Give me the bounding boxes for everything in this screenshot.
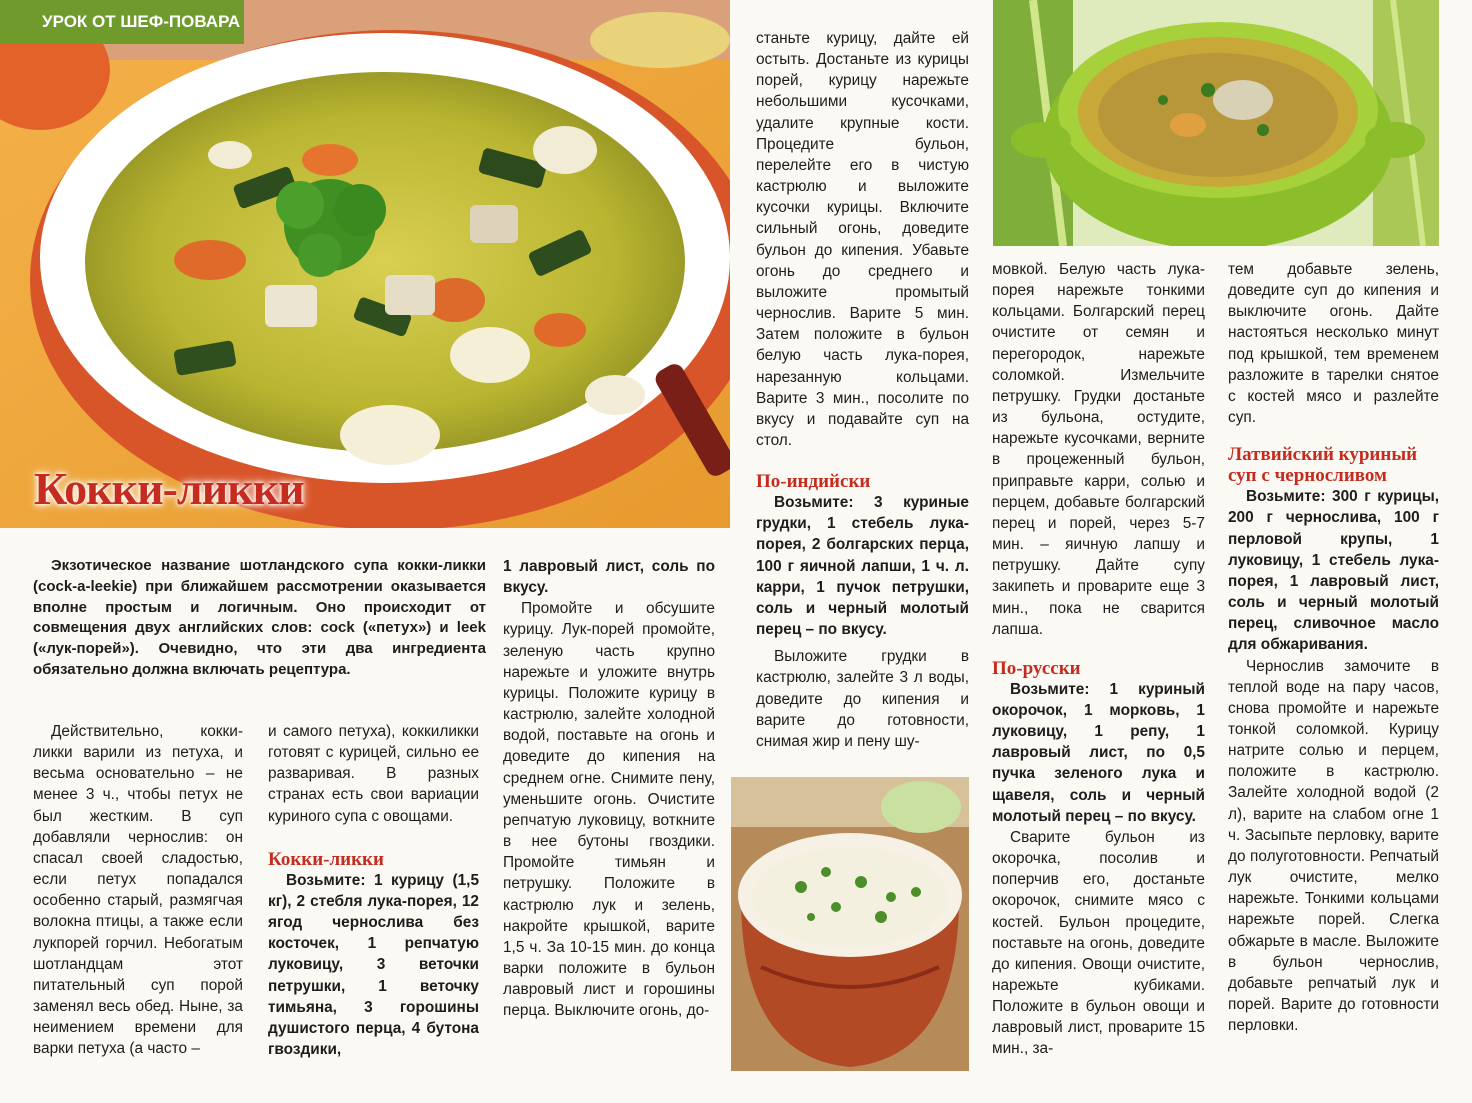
recipe-latvian-ingredients: Возьмите: 300 г курицы, 200 г чернослива, 100 г перловой крупы, 1 луковицу, 1 стебель лука-порея, 1 лавровый лист, соль и черный молотый перец, сливочное масло для обжаривания. bbox=[1228, 488, 1439, 654]
recipe-indian-ingredients: Возьмите: 3 куриные грудки, 1 стебель лука-порея, 2 болгарских перца, 100 г яичной лапши, 1 ч. л. карри, 1 пучок петрушки, соль и черный молотый перец – по вкусу. bbox=[756, 494, 969, 639]
recipe-indian-method-part1: Выложите грудки в кастрюлю, залейте 3 л воды, доведите до кипения и варите до готовности, снимая жир и пену шу- bbox=[756, 648, 969, 750]
recipe-russian-ingredients: Возьмите: 1 куриный окорочок, 1 морковь, 1 луковицу, 1 репу, 1 лавровый лист, по 0,5 пучка зеленого лука и щавеля, соль и черный молотый перец – по вкусу. bbox=[992, 680, 1205, 825]
recipe-title-latvian: Латвийский куриный суп с черносливом bbox=[1228, 444, 1418, 487]
history-text-part1: Действительно, кокки-ликки варили из петуха, и весьма основательно – не менее 3 ч., чтобы петух не был жестким. В суп добавляли чернослив: он спасал своей сладостью, если петух попадался особенно старый, размягчая волокна птицы, а также если лукпорей горчил. Небогатым шотландцам этот питательный суп порой заменял весь обед. Ныне, за неимением времени для варки петуха (а часто – bbox=[33, 723, 243, 1058]
recipe-indian-method-part2: мовкой. Белую часть лука-порея нарежьте тонкими кольцами. Болгарский перец очистите от семян и перегородок, нарежьте соломкой. Измельчите петрушку. Грудки достаньте из бульона, остудите, нарежьте кусочками, верните в процеженный бульон, приправьте карри, солью и перцем, добавьте болгарский перец и порей, через 5-7 мин. – яичную лапшу и петрушку. Дайте супу закипеть и проварите еще 3 мин., пока не сварится лапша. bbox=[992, 261, 1205, 638]
column-5 bbox=[992, 259, 1205, 1060]
main-soup-illustration bbox=[0, 0, 730, 528]
recipe-russian-method-part1: Сварите бульон из окорочка, посолив и поперчив его, достаньте окорочок, снимите мясо с костей. Бульон процедите, поставьте на огонь, доведите до кипения. Овощи очистите, нарежьте кубиками. Положите в бульон овощи и лавровый лист, проварите 15 мин., за- bbox=[992, 828, 1205, 1058]
article-title: Кокки-ликки bbox=[34, 463, 304, 514]
recipe-cocky-ingredients-part1: Возьмите: 1 курицу (1,5 кг), 2 стебля лука-порея, 12 ягод чернослива без косточек, 1 репчатую луковицу, 3 веточки петрушки, 1 веточку тимьяна, 3 горошины душистого перца, 4 бутона гвоздики, bbox=[268, 871, 479, 1059]
main-soup-photo bbox=[0, 0, 730, 528]
recipe-russian-method-part2: тем добавьте зелень, доведите суп до кипения и выключите огонь. Дайте настояться несколько минут под крышкой, тем временем разложите в тарелки снятое с костей мясо и разлейте суп. bbox=[1228, 261, 1439, 427]
creamy-soup-photo bbox=[731, 777, 969, 1071]
recipe-latvian-method: Чернослив замочите в теплой воде на пару часов, снова промойте и нарежьте тонкой соломкой. Курицу натрите солью и перцем, положите в кастрюлю. Залейте холодной водой (2 л), варите на слабом огне 1 ч. Засыпьте перловку, варите до полуготовности. Репчатый лук очистите, мелко нарежьте. Тонкими кольцами нарежьте порей. Слегка обжарьте в масле. Выложите в бульон чернослив, добавьте репчатый лук и порей. Варите до готовности перловки. bbox=[1228, 657, 1439, 1035]
green-pot-photo bbox=[993, 0, 1439, 246]
recipe-title-russian: По-русски bbox=[992, 657, 1081, 679]
column-4 bbox=[756, 28, 969, 752]
history-text-part2: и самого петуха), коккиликки готовят с курицей, сильно ее разваривая. В разных странах есть свои вариации куриного супа с овощами. bbox=[268, 723, 479, 825]
recipe-cocky-method-part2: станьте курицу, дайте ей остыть. Достаньте из курицы порей, курицу нарежьте небольшими кусочками, удалите крупные кости. Процедите бульон, перелейте его в чистую кастрюлю и выложите кусочки курицы. Включите сильный огонь, доведите бульон до кипения. Убавьте огонь до среднего и выложите промытый чернослив. Варите 5 мин. Затем положите в бульон белую часть лука-порея, нарезанную кольцами. Варите 3 мин., посолите по вкусу и подавайте суп на стол. bbox=[756, 30, 969, 449]
recipe-cocky-ingredients-part2: 1 лавровый лист, соль по вкусу. bbox=[503, 558, 715, 597]
column-2 bbox=[268, 721, 479, 1060]
column-1 bbox=[33, 721, 243, 1060]
column-3 bbox=[503, 556, 715, 1021]
column-6 bbox=[1228, 259, 1439, 1036]
recipe-title-indian: По-индийски bbox=[756, 471, 871, 493]
green-pot-illustration bbox=[993, 0, 1439, 246]
recipe-title-cocky: Кокки-ликки bbox=[268, 848, 384, 870]
intro-paragraph bbox=[33, 556, 486, 681]
recipe-cocky-method-part1: Промойте и обсушите курицу. Лук-порей промойте, зеленую часть крупно нарежьте и уложите внутрь курицы. Положите курицу в кастрюлю, залейте холодной водой, поставьте на огонь и доведите до кипения на среднем огне. Снимите пену, уменьшите огонь. Очистите репчатую луковицу, воткните в нее бутоны гвоздики. Промойте тимьян и петрушку. Положите в кастрюлю лук и зелень, накройте крышкой, варите 1,5 ч. За 10-15 мин. до конца варки положите в бульон лавровый лист и горошины перца. Выключите огонь, до- bbox=[503, 600, 715, 1020]
creamy-soup-illustration bbox=[731, 777, 969, 1071]
intro-text: Экзотическое название шотландского супа кокки-ликки (cock-a-leekie) при ближайшем рассмотрении оказывается вполне простым и логичным. Оно происходит от совмещения двух английских слов: cock («петух») и leek («лук-порей»). Очевидно, что эти два ингредиента обязательно должна включать рецептура. bbox=[33, 557, 486, 678]
section-badge: УРОК ОТ ШЕФ-ПОВАРА bbox=[0, 0, 244, 44]
